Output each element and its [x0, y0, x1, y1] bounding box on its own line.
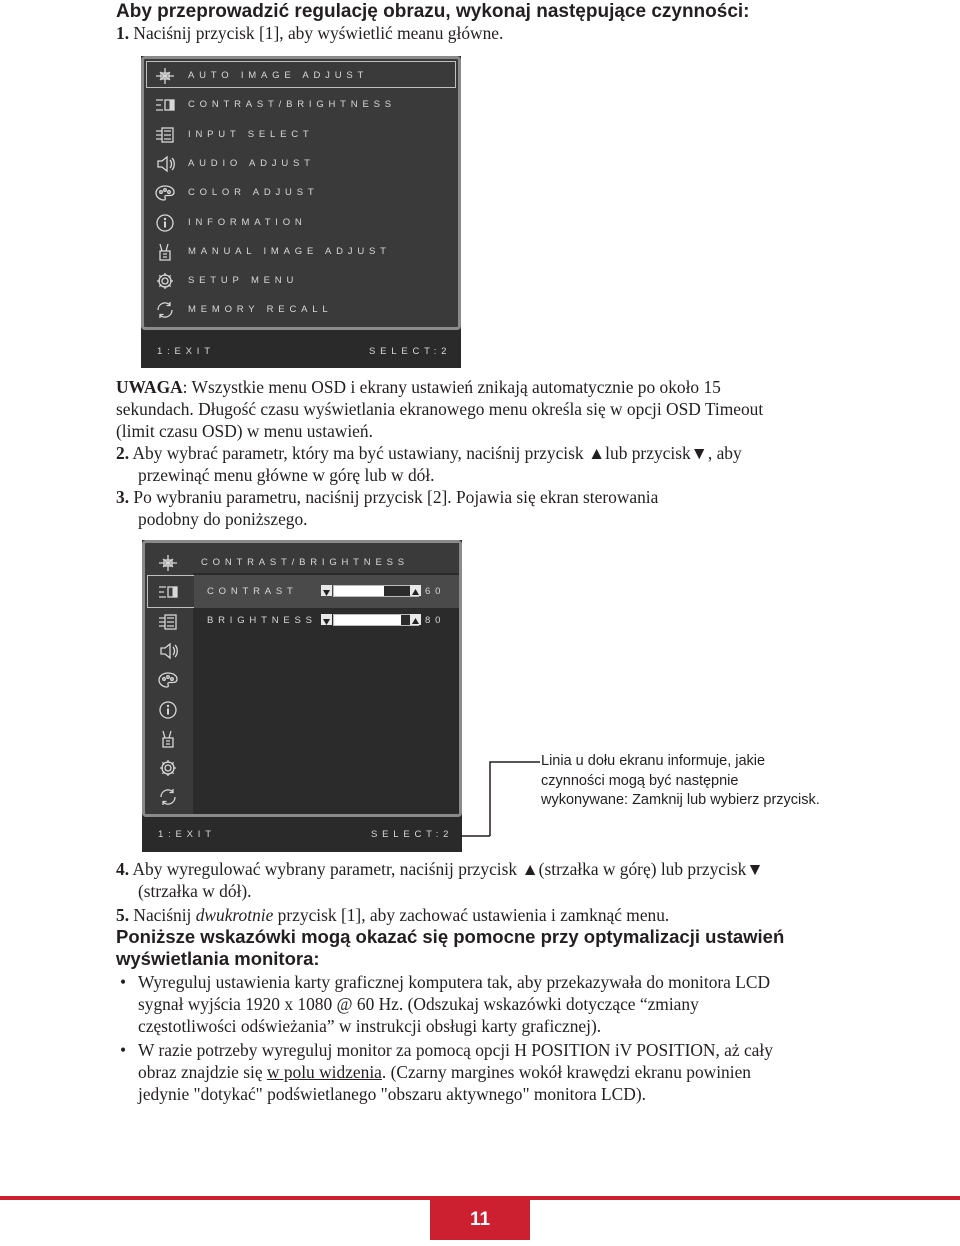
manual-adjust-icon [157, 729, 179, 749]
osd-menu-item[interactable] [144, 62, 458, 91]
step-2-line-2: przewinąć menu główne w górę lub w dół. [138, 465, 435, 485]
color-palette-icon [157, 670, 179, 690]
decrease-button[interactable] [321, 585, 332, 596]
up-arrow-icon: ▲ [587, 443, 606, 463]
step-number: 1. [116, 23, 130, 43]
step-1 [116, 22, 503, 44]
osd-adjust-label: CONTRAST [207, 586, 298, 597]
increase-button[interactable] [410, 585, 421, 596]
level-bar[interactable] [333, 614, 419, 626]
recall-icon [154, 300, 176, 320]
step-number: 4. [116, 859, 130, 879]
note-line-2: sekundach. Długość czasu wyświetlania ekranowego menu określa się w opcji OSD Timeout [116, 399, 764, 419]
osd-menu-item-label: MANUAL IMAGE ADJUST [188, 245, 391, 257]
osd-sub-frame [142, 540, 462, 817]
step-number: 5. [116, 905, 130, 925]
manual-adjust-icon [154, 242, 176, 262]
osd-sub-menu [142, 540, 462, 852]
gear-icon [154, 271, 176, 291]
bullet-1: Wyreguluj ustawienia karty graficznej komputera tak, aby przekazywała do monitora LCD sygnał wyjścia 1920 x 1080 @ 60 Hz. (Odszukaj wskazówki dotyczące “zmiany częstotliwości odświeżania” w instrukcji obsługi karty graficznej). [138, 972, 771, 1036]
osd-menu-item[interactable] [144, 150, 458, 179]
osd-footer-exit: 1:EXIT [158, 829, 216, 840]
note-label: UWAGA [116, 377, 183, 397]
osd-menu-frame [141, 56, 461, 330]
osd-menu-item[interactable] [144, 267, 458, 296]
osd-sub-title: CONTRAST/BRIGHTNESS [201, 557, 409, 568]
audio-icon [154, 154, 176, 174]
osd-adjust-label: BRIGHTNESS [207, 615, 317, 626]
down-arrow-icon: ▼ [746, 859, 764, 879]
step-number: 2. [116, 443, 130, 463]
osd-menu-item-label: COLOR ADJUST [188, 187, 319, 199]
info-icon [154, 213, 176, 233]
step-3: 3. Po wybraniu parametru, naciśnij przycisk [2]. Pojawia się ekran sterowania [116, 487, 659, 507]
osd-menu-item-label: INPUT SELECT [188, 128, 314, 140]
osd-menu-item[interactable] [144, 209, 458, 238]
increase-button[interactable] [410, 614, 421, 625]
step-3-line-2: podobny do poniższego. [138, 509, 308, 529]
auto-adjust-icon [154, 66, 176, 86]
bullet-2: W razie potrzeby wyreguluj monitor za pomocą opcji H POSITION iV POSITION, aż cały obraz znajdzie się w polu widzenia. (Czarny margines wokół krawędzi ekranu powinien jedynie "dotykać" podświetlanego "obszaru aktywnego" monitora LCD). [138, 1040, 773, 1104]
osd-main-menu [141, 56, 461, 368]
step-2: 2. Aby wybrać parametr, który ma być ustawiany, naciśnij przycisk ▲lub przycisk▼, aby [116, 443, 742, 463]
auto-adjust-icon [157, 553, 179, 573]
step-number: 3. [116, 487, 130, 507]
contrast-brightness-icon [154, 95, 176, 115]
audio-icon [157, 641, 179, 661]
osd-menu-item[interactable] [144, 121, 458, 150]
info-icon [157, 700, 179, 720]
decrease-button[interactable] [321, 614, 332, 625]
step-4-line-2: (strzałka w dół). [138, 881, 252, 901]
input-select-icon [154, 125, 176, 145]
note-line-3: (limit czasu OSD) w menu ustawień. [116, 421, 373, 441]
down-arrow-icon: ▼ [690, 443, 708, 463]
level-bar-fill [334, 586, 384, 596]
level-value: 60 [425, 586, 446, 597]
section-heading: Aby przeprowadzić regulację obrazu, wykonaj następujące czynności: [116, 1, 750, 22]
bullet-dot: • [120, 1040, 127, 1060]
recall-icon [157, 787, 179, 807]
step-text: Naciśnij przycisk [1], aby wyświetlić meanu główne. [133, 23, 504, 43]
osd-menu-item[interactable] [144, 296, 458, 325]
page-number: 11 [430, 1200, 530, 1240]
osd-footer-select: SELECT:2 [371, 829, 454, 840]
note-line-1: UWAGA: Wszystkie menu OSD i ekrany ustawień znikają automatycznie po około 15 [116, 377, 721, 397]
underlined-phrase: w polu widzenia [266, 1062, 382, 1082]
osd-menu-item[interactable] [144, 238, 458, 267]
osd-menu-item-label: INFORMATION [188, 216, 307, 228]
level-bar[interactable] [333, 585, 419, 597]
color-palette-icon [154, 183, 176, 203]
gear-icon [157, 758, 179, 778]
osd-footer-exit: 1:EXIT [157, 346, 215, 357]
contrast-brightness-icon [157, 582, 179, 602]
osd-menu-item-label: AUTO IMAGE ADJUST [188, 70, 369, 81]
step-5: 5. Naciśnij dwukrotnie przycisk [1], aby zachować ustawienia i zamknąć menu. [116, 905, 670, 925]
osd-footer-select: SELECT:2 [369, 346, 452, 357]
tips-heading: Poniższe wskazówki mogą okazać się pomocne przy optymalizacji ustawień wyświetlania monitora: [116, 926, 785, 969]
osd-menu-item-label: CONTRAST/BRIGHTNESS [188, 99, 396, 111]
step-4: 4. Aby wyregulować wybrany parametr, naciśnij przycisk ▲(strzałka w górę) lub przycisk▼ [116, 859, 764, 879]
level-bar-fill [334, 615, 401, 625]
up-arrow-icon: ▲ [521, 859, 539, 879]
callout-text: Linia u dołu ekranu informuje, jakie czynności mogą być następnie wykonywane: Zamknij lub wybierz przycisk. [541, 753, 820, 808]
osd-menu-item-label: AUDIO ADJUST [188, 157, 315, 169]
osd-menu-item[interactable] [144, 179, 458, 208]
osd-menu-item-label: SETUP MENU [188, 275, 299, 287]
osd-menu-item-label: MEMORY RECALL [188, 304, 333, 316]
input-select-icon [157, 612, 179, 632]
osd-menu-item[interactable] [144, 91, 458, 120]
level-value: 80 [425, 615, 446, 626]
bullet-dot: • [120, 972, 127, 992]
